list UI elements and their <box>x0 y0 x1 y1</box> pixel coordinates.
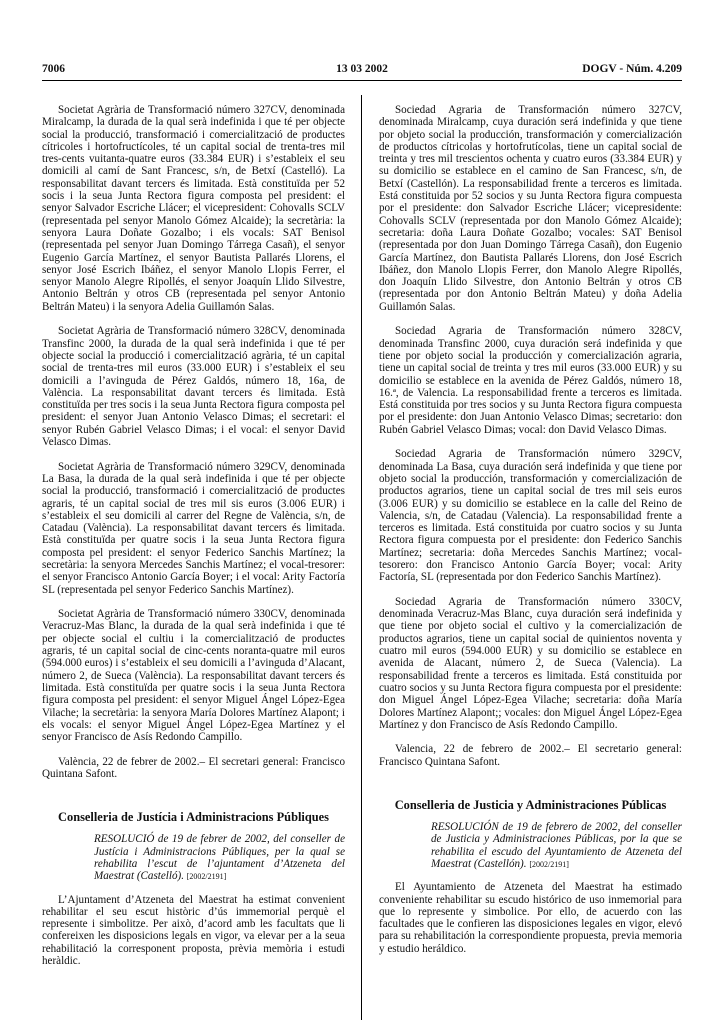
page-header <box>42 63 682 79</box>
page-number: 7006 <box>42 63 65 75</box>
paragraph-330cv: Societat Agrària de Transformació número 330CV, denominada Veracruz-Mas Blanc, la durada de la qual serà indefinida i que té per objecte social el cultiu i la comercialització de productes agraris, té un capital social de cinc-cents noranta-quatre mil euros (594.000 euros) i s’estableix el seu domicili a l’avinguda d’Alacant, número 2, de Sueca (València). La responsabilitat davant tercers és limitada. Està constituïda per quatre socis i la seua Junta Rectora figura composta pel president: el senyor Miguel Ángel López-Egea Vilache; la secretària: la senyora María Dolores Martínez Alapont; i els vocals: el senyor Miguel Ángel López-Egea Martínez y el senyor Francisco de Asís Redondo Campillo. <box>42 608 345 744</box>
paragraph-330cv: Sociedad Agraria de Transformación número 330CV, denominada Veracruz-Mas Blanc, cuya duración será indefinida y que tiene por objeto social el cultivo y la comercialización de productos agrarios, tiene un capital social de quinientos noventa y cuatro mil euros (594.000 EUR) y su domicilio se establece en avenida de Alacant, número 2, de Sueca (Valencia). La responsabilidad frente a terceros es limitada. Está constituida por cuatro socios y su Junta Rectora figura compuesta por el presidente: don Miguel Ángel López-Egea Vilache; secretaria: doña María Dolores Martínez Alapont;; vocales: don Miguel Ángel López-Egea Martínez y don Francisco de Asís Redondo Campillo. <box>379 595 682 731</box>
section-heading: Conselleria de Justicia y Administraciones Públicas <box>394 798 667 813</box>
signature-paragraph: Valencia, 22 de febrero de 2002.– El secretario general: Francisco Quintana Safont. <box>379 743 682 768</box>
issue-date: 13 03 2002 <box>336 63 388 75</box>
paragraph-327cv: Societat Agrària de Transformació número 327CV, denominada Miralcamp, la durada de la qual serà indefinida i que té per objecte social la producció, transformació i comercialització de productes cítricoles i hortofructícoles, té un capital social de trenta-tres mil tres-cents vuitanta-quatre euros (33.384 EUR) i s’estableix el seu domicili al camí de Sant Francesc, s/n, de Betxí (Castelló). La responsabilitat davant tercers és limitada. Està constituïda per 52 socis i la seua Junta Rectora figura composta pel president: el senyor Salvador Escriche Llácer; el vicepresident: Cohovalls SCLV (representada pel senyor Manolo Gómez Alcaide); la secretària: la senyora Laura Doñate Gozalbo; i els vocals: SAT Benisol (representada pel senyor Juan Domingo Tárrega Casañ), el senyor Eugenio García Martínez, el senyor Bautista Pallarés Llorens, el senyor José Escrich Ibáñez, el senyor Manolo Llopis Ferrer, el senyor Manolo Alegre Ripollés, el senyor Joaquín Llido Silvestre, Antonio Beltrán y otros CB (representada pel senyor Antonio Beltrán Mateu) i la senyora Adelia Guillamón Salas. <box>42 104 345 313</box>
header-rule <box>42 80 682 81</box>
paragraph-328cv: Societat Agrària de Transformació número 328CV, denominada Transfinc 2000, la durada de la qual serà indefinida i que té per objecte social la producció i comercialització agrària, té un capital social de trenta-tres mil euros (33.000 EUR) i s’estableix el seu domicili a l’avinguda de Pérez Galdós, número 18, 16a, de València. La responsabilitat davant tercers és limitada. Està constituïda per tres socis i la seua Junta Rectora figura composta pel president: el senyor Juan Antonio Velasco Dimas; el secretari: el senyor Rubén Gabriel Velasco Dimas; i el vocal: el senyor David Velasco Dimas. <box>42 325 345 449</box>
resolution-label: RESOLUCIÓN <box>431 821 499 834</box>
paragraph-327cv: Sociedad Agraria de Transformación número 327CV, denominada Miralcamp, cuya duración será indefinida y que tiene por objeto social la producción, transformación y comercialización de productos cítricolas y hortofrutícolas, tiene un capital social de treinta y tres mil trescientos ochenta y cuatro euros (33.384 EUR) y su domicilio se establece en el camino de San Francesc, s/n, de Betxí (Castellón). La responsabilidad frente a terceros es limitada. Está constituida por 52 socios y su Junta Rectora figura compuesta por el presidente: don Salvador Escriche Llácer; vicepresidente: Cohovalls SCLV (representada por don Manolo Gómez Alcaide); secretaria: doña Laura Doñate Gozalbo; vocales: SAT Benisol (representada por don Juan Domingo Tárrega Casañ), don Eugenio García Martínez, don Bautista Pallarés Llorens, don José Escrich Ibáñez, don Manolo Llopis Ferrer, don Manolo Alegre Ripollés, don Joaquín Llido Silvestre, don Antonio Beltrán y otros CB (representada por don Antonio Beltrán Mateu) y doña Adelia Guillamón Salas. <box>379 104 682 313</box>
valencian-column <box>42 104 345 980</box>
signature-paragraph: València, 22 de febrer de 2002.– El secretari general: Francisco Quintana Safont. <box>42 755 345 781</box>
resolution-summary <box>42 833 345 883</box>
body-paragraph: L’Ajuntament d’Atzeneta del Maestrat ha estimat convenient rehabilitar el seu escut històric d’ús immemorial perquè el represente i simbolitze. Per això, d’acord amb les facultats que li confereixen les disposicions legals en vigor, va elevar per a la seua rehabilitació la corresponent proposta, prèvia memòria i estudi heràldic. <box>42 893 345 967</box>
resolution-text: de 19 de febrero de 2002, del conseller de Justicia y Administraciones Públicas, por la que se rehabilita el escudo del Ayuntamiento de Atzeneta del Maestrat (Castellón). <box>431 821 682 870</box>
paragraph-328cv: Sociedad Agraria de Transformación número 328CV, denominada Transfinc 2000, cuya duración será indefinida y que tiene por objeto social la producción y comercialización agraria, tiene un capital social de treinta y tres mil euros (33.000 EUR) y su domicilio se establece en la avenida de Pérez Galdós, número 18, 16.ª, de Valencia. La responsabilidad frente a terceros es limitada. Está constituida por tres socios y su Junta Rectora figura compuesta por el presidente: don Juan Antonio Velasco Dimas; secretario: don Rubén Gabriel Velasco Dimas; vocal: don David Velasco Dimas. <box>379 325 682 436</box>
column-divider <box>361 95 362 1020</box>
spanish-column <box>379 104 682 967</box>
section-heading: Conselleria de Justícia i Administracions Públiques <box>58 810 329 825</box>
resolution-summary <box>379 821 682 871</box>
resolution-ref: [2002/2191] <box>529 859 569 869</box>
resolution-label: RESOLUCIÓ <box>94 833 155 846</box>
resolution-text: de 19 de febrer de 2002, del conseller de Justícia i Administracions Públiques, per la qual se rehabilita l’escut de l’ajuntament d’Atzeneta del Maestrat (Castelló). <box>94 833 345 883</box>
resolution-ref: [2002/2191] <box>186 872 227 882</box>
journal-issue: DOGV - Núm. 4.209 <box>582 63 682 75</box>
paragraph-329cv: Societat Agrària de Transformació número 329CV, denominada La Basa, la durada de la qual serà indefinida i que té per objecte social la producció, transformació i comercialització de productes agraris, té un capital social de tres mil sis euros (3.006 EUR) i s’estableix el seu domicili al carrer del Regne de València, s/n, de Catadau (València). La responsabilitat davant tercers és limitada. Està constituïda per quatre socis i la seua Junta Rectora figura composta pel president: el senyor Federico Sanchis Martínez; la secretària: la senyora Mercedes Sanchis Martínez; el vocal-tresorer: el senyor Francisco Antonio García Boyer; i el vocal: Arity Factoría SL (representada pel senyor Federico Sanchis Martínez). <box>42 460 345 596</box>
body-paragraph: El Ayuntamiento de Atzeneta del Maestrat ha estimado conveniente rehabilitar su escudo histórico de uso inmemorial para que lo represente y simbolice. Por ello, de acuerdo con las facultades que le confieren las disposiciones legales en vigor, elevó para su rehabilitación la correspondiente propuesta, previa memoria y estudio heráldico. <box>379 881 682 955</box>
paragraph-329cv: Sociedad Agraria de Transformación número 329CV, denominada La Basa, cuya duración será indefinida y que tiene por objeto social la producción, transformación y comercialización de productos agrarios, tiene un capital social de tres mil seis euros (3.006 EUR) y su domicilio se establece en la calle del Reino de Valencia, s/n, de Catadau (Valencia). La responsabilidad frente a terceros es limitada. Está constituida por cuatro socios y su Junta Rectora figura compuesta por el presidente: don Federico Sanchis Martínez; secretaria: doña Mercedes Sanchis Martínez; vocal-tesorero: don Francisco Antonio García Boyer; vocal: Arity Factoría, SL (representada por don Federico Sanchis Martínez). <box>379 448 682 584</box>
